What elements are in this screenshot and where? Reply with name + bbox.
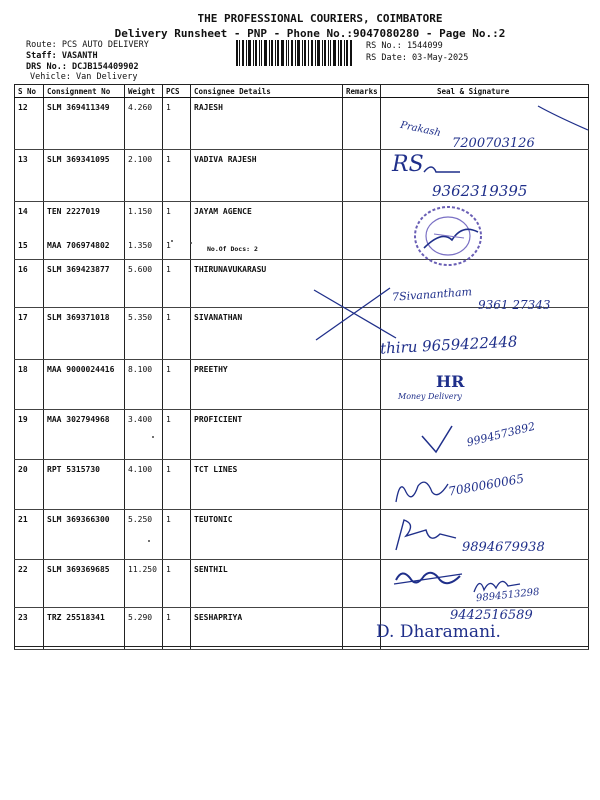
row-sno: 22 <box>15 560 44 608</box>
signature-handwriting: D. Dharamani. <box>376 622 501 642</box>
row-remarks <box>343 236 381 260</box>
table-row <box>15 360 589 410</box>
phone-handwriting: 9362319395 <box>432 182 528 200</box>
row-consignment: RPT 5315730 <box>44 460 125 510</box>
row-pcs: 1 <box>163 308 191 360</box>
row-pcs: 1 <box>163 560 191 608</box>
row-sno: 21 <box>15 510 44 560</box>
row-consignee: TEUTONIC <box>191 510 343 560</box>
table-bottom-rule <box>14 646 588 647</box>
row-pcs: 1 <box>163 460 191 510</box>
row-weight: 5.250 <box>125 510 163 560</box>
signature-stroke <box>422 160 462 180</box>
row-consignment: TRZ 25518341 <box>44 608 125 650</box>
row-consignment: SLM 369423877 <box>44 260 125 308</box>
row-remarks <box>343 202 381 236</box>
col-consignment: Consignment No <box>44 85 125 98</box>
row-weight: 2.100 <box>125 150 163 202</box>
phone-handwriting: 9894679938 <box>462 540 545 555</box>
signature-stroke <box>536 104 592 134</box>
row-consignee: SESHAPRIYA <box>191 608 343 650</box>
col-weight: Weight <box>125 85 163 98</box>
row-consignment: TEN 2227019 <box>44 202 125 236</box>
row-pcs: 1 <box>163 510 191 560</box>
row-weight: 11.250 <box>125 560 163 608</box>
row-consignment: SLM 369369685 <box>44 560 125 608</box>
row-consignment: SLM 369341095 <box>44 150 125 202</box>
signature-handwriting: HR <box>436 372 465 391</box>
row-consignee: SIVANATHAN <box>191 308 343 360</box>
row-weight: 5.350 <box>125 308 163 360</box>
col-consignee: Consignee Details <box>191 85 343 98</box>
row-pcs: 1 <box>163 360 191 410</box>
row-signature <box>381 360 589 410</box>
row-sno: 17 <box>15 308 44 360</box>
row-consignment: SLM 369411349 <box>44 98 125 150</box>
signature-stroke <box>392 566 464 592</box>
row-remarks <box>343 608 381 650</box>
staff-label: Staff: VASANTH <box>26 51 98 61</box>
row-consignee: TCT LINES <box>191 460 343 510</box>
row-sno: 15 <box>15 236 44 260</box>
note-handwriting: Money Delivery <box>398 392 462 401</box>
phone-handwriting: 9442516589 <box>450 608 533 623</box>
col-remarks: Remarks <box>343 85 381 98</box>
mark-dot <box>190 242 192 244</box>
row-remarks <box>343 150 381 202</box>
phone-handwriting: 9361 27343 <box>478 298 551 312</box>
mark-dot <box>148 540 150 542</box>
phone-handwriting: 9994573892 <box>465 419 537 450</box>
row-sno: 18 <box>15 360 44 410</box>
route-label: Route: PCS AUTO DELIVERY <box>26 40 149 50</box>
col-sno: S No <box>15 85 44 98</box>
row-consignment: SLM 369371018 <box>44 308 125 360</box>
signature-handwriting: 7Sivanantham <box>391 285 473 304</box>
row-pcs: 1 <box>163 608 191 650</box>
phone-handwriting: 9894513298 <box>475 586 541 605</box>
runsheet-table <box>14 84 589 650</box>
row-pcs: 1 <box>163 410 191 460</box>
table-header-row <box>15 85 589 98</box>
rs-number: RS No.: 1544099 <box>366 41 443 51</box>
row-consignee: PREETHY <box>191 360 343 410</box>
check-mark <box>418 422 454 456</box>
row-sno: 13 <box>15 150 44 202</box>
docs-count: No.Of Docs: 2 <box>207 245 258 253</box>
stamp-seal-icon <box>412 204 484 268</box>
cross-mark <box>310 286 400 342</box>
row-sno: 20 <box>15 460 44 510</box>
row-consignee <box>191 236 343 260</box>
row-sno: 16 <box>15 260 44 308</box>
row-weight: 1.150 <box>125 202 163 236</box>
drs-number: DRS No.: DCJB154409902 <box>26 62 139 72</box>
signature-stroke <box>390 514 460 554</box>
row-remarks <box>343 98 381 150</box>
row-remarks <box>343 460 381 510</box>
row-consignment: MAA 302794968 <box>44 410 125 460</box>
table-row <box>15 202 589 236</box>
signature-handwriting: thiru 9659422448 <box>379 332 518 358</box>
row-consignee: SENTHIL <box>191 560 343 608</box>
runsheet-subtitle: Delivery Runsheet - PNP - Phone No.:9047080280 - Page No.:2 <box>114 27 506 40</box>
phone-handwriting: 7080060065 <box>447 471 525 499</box>
row-weight: 5.600 <box>125 260 163 308</box>
row-sno: 23 <box>15 608 44 650</box>
col-pcs: PCS <box>163 85 191 98</box>
row-pcs: 1 <box>163 202 191 236</box>
signature-stroke <box>392 474 452 508</box>
table-row <box>15 236 589 260</box>
barcode-icon <box>236 40 352 66</box>
row-remarks <box>343 560 381 608</box>
row-remarks <box>343 510 381 560</box>
row-pcs: 1 <box>163 260 191 308</box>
row-sno: 12 <box>15 98 44 150</box>
row-weight: 5.290 <box>125 608 163 650</box>
rs-date: RS Date: 03-May-2025 <box>366 53 469 63</box>
row-weight: 8.100 <box>125 360 163 410</box>
signature-handwriting: RS <box>392 152 424 177</box>
row-weight: 1.350 <box>125 236 163 260</box>
row-consignee: JAYAM AGENCE <box>191 202 343 236</box>
row-consignment: MAA 706974802 <box>44 236 125 260</box>
row-pcs: 1 <box>163 236 191 260</box>
vehicle-label: Vehicle: Van Delivery <box>30 72 138 82</box>
row-remarks <box>343 410 381 460</box>
signature-handwriting: Prakash <box>399 119 442 140</box>
row-weight: 4.100 <box>125 460 163 510</box>
company-title: THE PROFESSIONAL COURIERS, COIMBATORE <box>197 12 443 25</box>
row-consignment: SLM 369366300 <box>44 510 125 560</box>
row-pcs: 1 <box>163 98 191 150</box>
row-consignment: MAA 9000024416 <box>44 360 125 410</box>
row-pcs: 1 <box>163 150 191 202</box>
row-weight: 4.260 <box>125 98 163 150</box>
row-remarks <box>343 360 381 410</box>
row-sno: 19 <box>15 410 44 460</box>
mark-dot <box>152 436 154 438</box>
row-consignee: VADIVA RAJESH <box>191 150 343 202</box>
row-sno: 14 <box>15 202 44 236</box>
mark-dot <box>171 240 173 242</box>
row-consignee: RAJESH <box>191 98 343 150</box>
phone-handwriting: 7200703126 <box>452 136 535 151</box>
row-consignee: PROFICIENT <box>191 410 343 460</box>
row-consignee: THIRUNAVUKARASU <box>191 260 343 308</box>
row-weight: 3.400 <box>125 410 163 460</box>
col-signature: Seal & Signature <box>381 85 589 98</box>
